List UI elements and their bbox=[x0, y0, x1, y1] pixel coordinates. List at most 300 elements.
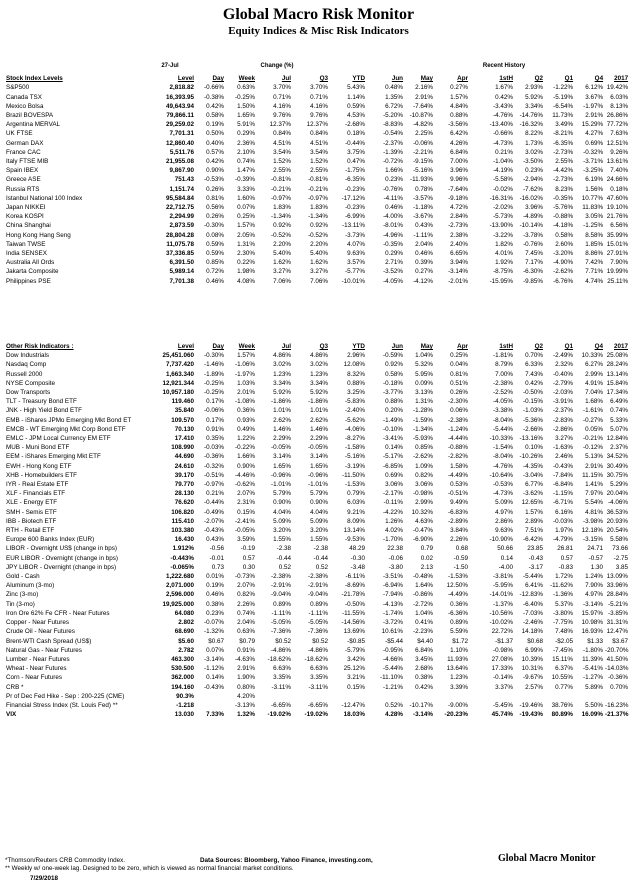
cell-value: 6.27% bbox=[585, 361, 603, 369]
cell-value: -3.81% bbox=[493, 573, 513, 581]
cell-value: 12.08% bbox=[343, 361, 365, 369]
cell-value: 4.08% bbox=[237, 277, 255, 285]
cell-value: -0.59% bbox=[383, 352, 403, 360]
cell-value: -0.35% bbox=[383, 240, 404, 248]
cell-value: -0.14% bbox=[493, 674, 513, 682]
cell-value: 0.46% bbox=[206, 591, 224, 599]
cell-value: 10.39% bbox=[521, 655, 543, 663]
cell-value: -3.13% bbox=[235, 701, 255, 709]
cell-value: 48.29 bbox=[349, 545, 365, 553]
cell-value: -1.01% bbox=[308, 481, 328, 489]
cell-value: 21.76% bbox=[606, 213, 629, 221]
cell-value: 0.15% bbox=[347, 683, 365, 691]
table-row bbox=[5, 221, 629, 230]
cell-value: -1.53% bbox=[448, 573, 468, 581]
cell-value: 2.96% bbox=[347, 352, 365, 360]
cell-value: -2.73% bbox=[448, 222, 469, 230]
cell-value: -10.17% bbox=[409, 701, 433, 709]
cell-value: -0.38% bbox=[204, 93, 224, 101]
cell-value: 0.85% bbox=[415, 444, 433, 452]
cell-value: -1.01% bbox=[271, 481, 291, 489]
cell-value: 0.42% bbox=[525, 379, 543, 387]
table-row bbox=[5, 526, 629, 535]
table-row bbox=[5, 618, 629, 627]
cell-value: -0.43 bbox=[528, 554, 543, 562]
cell-value: 4.97% bbox=[495, 508, 513, 516]
cell-value: 1.92% bbox=[495, 259, 514, 267]
row-label: EUR LIBOR - Overnight (change in bps) bbox=[6, 554, 118, 562]
cell-value: 6.41% bbox=[525, 582, 543, 590]
cell-value: 11,075.78 bbox=[166, 240, 194, 248]
cell-value: -1.28% bbox=[413, 407, 433, 415]
cell-value: 3.20% bbox=[273, 527, 291, 535]
cell-value: -0.53% bbox=[493, 481, 513, 489]
cell-value: -5.77% bbox=[345, 268, 366, 276]
cell-value: 5.92% bbox=[273, 389, 291, 397]
cell-value: -2.17% bbox=[383, 490, 403, 498]
cell-value: 1.03% bbox=[237, 379, 255, 387]
row-label: Mexico Bolsa bbox=[6, 102, 44, 110]
cell-value: 0.74% bbox=[237, 609, 255, 617]
cell-value: 9.76% bbox=[273, 112, 291, 120]
cell-value: -0.02% bbox=[493, 185, 514, 193]
cell-value: 0.26% bbox=[206, 213, 224, 221]
cell-value: -5.45% bbox=[493, 701, 513, 709]
cell-value: 1.82% bbox=[495, 240, 514, 248]
cell-value: 0.91% bbox=[206, 425, 224, 433]
cell-value: -0.49% bbox=[204, 508, 224, 516]
cell-value: -0.97% bbox=[271, 194, 291, 202]
cell-value: 4.27% bbox=[585, 130, 604, 138]
cell-value: -8.69% bbox=[345, 582, 365, 590]
cell-value: -9.04% bbox=[308, 591, 328, 599]
column-header: Q3 bbox=[319, 343, 328, 350]
cell-value: -1.75% bbox=[345, 167, 366, 175]
cell-value: 2.05% bbox=[237, 231, 255, 239]
cell-value: 2.91% bbox=[585, 112, 604, 120]
cell-value: 68.690 bbox=[174, 628, 194, 636]
cell-value: -12.83% bbox=[519, 591, 543, 599]
cell-value: -0.22% bbox=[235, 444, 255, 452]
cell-value: 16.09% bbox=[581, 711, 603, 719]
cell-value: -6.99% bbox=[345, 213, 366, 221]
row-label: Nasdaq Comp bbox=[6, 361, 47, 369]
cell-value: -0.03% bbox=[204, 444, 224, 452]
row-label: MUB - Muni Bond ETF bbox=[6, 444, 70, 452]
cell-value: 2.37% bbox=[610, 444, 628, 452]
cell-value: -0.15% bbox=[523, 398, 543, 406]
cell-value: -0.12% bbox=[583, 444, 603, 452]
cell-value: -2.73% bbox=[553, 176, 574, 184]
cell-value: 2.93% bbox=[525, 84, 544, 92]
column-header: Day bbox=[212, 75, 224, 83]
table-row bbox=[5, 93, 629, 102]
column-header: 2017 bbox=[613, 343, 628, 350]
cell-value: 0.14 bbox=[500, 554, 513, 562]
cell-value: -3.11% bbox=[271, 683, 291, 691]
cell-value: 12.47% bbox=[606, 628, 628, 636]
cell-value: 4.51% bbox=[273, 139, 291, 147]
cell-value: -0.83 bbox=[558, 563, 573, 571]
table-row bbox=[5, 240, 629, 249]
cell-value: 119.460 bbox=[171, 398, 194, 406]
row-label: Zinc (3-mo) bbox=[6, 591, 39, 599]
cell-value: 5.09% bbox=[310, 517, 328, 525]
cell-value: 0.38% bbox=[415, 674, 433, 682]
cell-value: 5.50% bbox=[585, 701, 603, 709]
cell-value: 3.67% bbox=[585, 93, 604, 101]
cell-value: 7.48% bbox=[555, 628, 573, 636]
cell-value: 3.02% bbox=[273, 361, 291, 369]
cell-value: 0.92% bbox=[385, 361, 403, 369]
cell-value: -11.50% bbox=[342, 471, 365, 479]
cell-value: 11.15% bbox=[582, 471, 603, 479]
cell-value: 3.94% bbox=[450, 259, 469, 267]
cell-value: -2.86% bbox=[553, 425, 573, 433]
cell-value: 3.85 bbox=[615, 563, 628, 571]
cell-value: 6.84% bbox=[415, 646, 433, 654]
cell-value: -6.76% bbox=[553, 277, 574, 285]
cell-value: -4.06% bbox=[345, 425, 365, 433]
cell-value: 5.89% bbox=[585, 683, 603, 691]
cell-value: -0.97% bbox=[204, 481, 224, 489]
row-label: Wheat - Near Futures bbox=[6, 665, 67, 673]
cell-value: -2.38% bbox=[493, 379, 513, 387]
cell-value: 0.90% bbox=[237, 462, 255, 470]
cell-value: 3.75% bbox=[347, 148, 366, 156]
cell-value: 18.03% bbox=[343, 711, 365, 719]
cell-value: -0.76% bbox=[383, 185, 404, 193]
cell-value: 0.90% bbox=[310, 499, 328, 507]
cell-value: -5.21% bbox=[608, 600, 628, 608]
cell-value: 2.13 bbox=[420, 563, 433, 571]
cell-value: -3.17 bbox=[528, 563, 543, 571]
cell-value: 1.57% bbox=[237, 222, 255, 230]
cell-value: 1.65% bbox=[310, 462, 328, 470]
cell-value: 2.32% bbox=[555, 361, 573, 369]
cell-value: -10.02% bbox=[489, 619, 513, 627]
cell-value: 2,294.99 bbox=[169, 213, 194, 221]
cell-value: 24.610 bbox=[174, 462, 194, 470]
cell-value: -1.27% bbox=[583, 674, 603, 682]
cell-value: -8.04% bbox=[493, 453, 513, 461]
cell-value: -0.25% bbox=[235, 93, 255, 101]
cell-value: 7,701.38 bbox=[169, 277, 194, 285]
cell-value: 2,873.59 bbox=[169, 222, 194, 230]
cell-value: 2.29% bbox=[273, 435, 291, 443]
cell-value: 20.04% bbox=[606, 490, 628, 498]
cell-value: 12.18% bbox=[581, 527, 603, 535]
cell-value: 0.89% bbox=[450, 619, 468, 627]
cell-value: 2,818.82 bbox=[169, 84, 194, 92]
cell-value: 1.65% bbox=[237, 112, 255, 120]
cell-value: 9.63% bbox=[347, 250, 366, 258]
cell-value: -10.14% bbox=[519, 222, 544, 230]
cell-value: 13.61% bbox=[606, 158, 629, 166]
history-group-label: Recent History bbox=[482, 63, 526, 69]
cell-value bbox=[604, 692, 629, 701]
cell-value: 1.50% bbox=[237, 102, 255, 110]
cell-value: -0.51% bbox=[204, 471, 224, 479]
table-row bbox=[5, 416, 629, 425]
cell-value: $0.67 bbox=[208, 637, 224, 645]
cell-value: 3.34% bbox=[310, 379, 328, 387]
column-header: Q4 bbox=[594, 343, 603, 350]
cell-value: -3.22% bbox=[493, 231, 514, 239]
row-label: EEM - iShares Emerging Mkt ETF bbox=[6, 453, 101, 461]
cell-value: -0.07% bbox=[204, 619, 224, 627]
cell-value: 0.78% bbox=[415, 185, 434, 193]
cell-value: 7.63% bbox=[610, 130, 629, 138]
cell-value: -0.21% bbox=[583, 435, 603, 443]
change-group-label: Change (%) bbox=[260, 63, 294, 69]
cell-value: 1.90% bbox=[237, 674, 255, 682]
table-row bbox=[5, 148, 629, 157]
cell-value: 2.57% bbox=[525, 683, 543, 691]
cell-value: 0.88% bbox=[385, 398, 403, 406]
cell-value: 15.97% bbox=[581, 609, 603, 617]
cell-value: 0.51% bbox=[450, 379, 468, 387]
cell-value: 16.430 bbox=[174, 536, 194, 544]
cell-value: -1.21% bbox=[383, 683, 403, 691]
cell-value: -1.12% bbox=[204, 665, 224, 673]
cell-value: -4.66% bbox=[383, 655, 403, 663]
cell-value: 7.04% bbox=[585, 389, 603, 397]
cell-value: 2.68% bbox=[415, 665, 433, 673]
cell-value: -4.49% bbox=[448, 471, 468, 479]
cell-value: 27.91% bbox=[606, 250, 629, 258]
cell-value: 0.58% bbox=[206, 112, 224, 120]
table-row bbox=[5, 425, 629, 434]
cell-value: -6.40% bbox=[523, 600, 543, 608]
cell-value: 7.90% bbox=[610, 259, 629, 267]
cell-value: -4.82% bbox=[413, 121, 434, 129]
cell-value: 1.26% bbox=[385, 517, 403, 525]
cell-value: -0.44 bbox=[276, 554, 291, 562]
table-row bbox=[5, 194, 629, 203]
cell-value: -7.64% bbox=[448, 185, 469, 193]
column-header: Jun bbox=[391, 75, 404, 83]
column-header: Jul bbox=[281, 75, 291, 83]
cell-value: -2.94% bbox=[523, 176, 544, 184]
cell-value: -1.80% bbox=[583, 646, 603, 654]
table-row bbox=[5, 590, 629, 599]
cell-value: 3.25% bbox=[347, 389, 365, 397]
column-header: Jun bbox=[391, 343, 403, 350]
cell-value: 1.60% bbox=[237, 194, 255, 202]
cell-value: -3.91% bbox=[553, 398, 573, 406]
cell-value: -2.82% bbox=[448, 453, 468, 461]
cell-value: -0.03% bbox=[553, 517, 573, 525]
cell-value: -11.10% bbox=[380, 674, 403, 682]
table-row bbox=[5, 379, 629, 388]
cell-value: 79.770 bbox=[174, 481, 194, 489]
cell-value: $5.60 bbox=[178, 637, 194, 645]
cell-value: 1.24% bbox=[585, 573, 603, 581]
cell-value: -16.32% bbox=[519, 121, 544, 129]
cell-value: 0.92% bbox=[310, 222, 329, 230]
row-label: Corn - Near Futures bbox=[6, 674, 62, 682]
table-row bbox=[5, 508, 629, 517]
cell-value: 2.04% bbox=[237, 619, 255, 627]
cell-value: 6.72% bbox=[385, 102, 404, 110]
cell-value: -1.11% bbox=[271, 609, 291, 617]
data-sources: Data Sources: Bloomberg, Yahoo Finance, investing.com, bbox=[200, 857, 373, 864]
row-label: Dow Industrials bbox=[6, 352, 50, 360]
cell-value: -0.96% bbox=[271, 471, 291, 479]
table-row bbox=[5, 102, 629, 111]
cell-value: 1.01% bbox=[310, 407, 328, 415]
cell-value: -0.44 bbox=[313, 554, 328, 562]
cell-value: 0.52 bbox=[278, 563, 291, 571]
cell-value: -2.89% bbox=[448, 517, 468, 525]
cell-value: -2.38% bbox=[308, 573, 328, 581]
cell-value: -13.11% bbox=[342, 222, 366, 230]
table-row bbox=[5, 277, 629, 286]
cell-value: 0.57 bbox=[242, 554, 255, 562]
cell-value: -5.73% bbox=[493, 213, 514, 221]
cell-value: 6.19% bbox=[585, 176, 604, 184]
table-row bbox=[5, 166, 629, 175]
cell-value: 0.91% bbox=[237, 646, 255, 654]
cell-value: 13.030 bbox=[174, 711, 194, 719]
cell-value: 3.49% bbox=[555, 121, 574, 129]
table-row bbox=[5, 581, 629, 590]
cell-value: -10.56% bbox=[489, 609, 513, 617]
cell-value: -4.12% bbox=[413, 277, 434, 285]
cell-value: -3.04% bbox=[523, 471, 543, 479]
cell-value: -2.38% bbox=[271, 573, 291, 581]
cell-value: 17.410 bbox=[174, 435, 194, 443]
cell-value bbox=[404, 692, 434, 701]
cell-value: 5.95% bbox=[415, 370, 433, 378]
cell-value: 1.35% bbox=[385, 93, 404, 101]
cell-value: 11.83% bbox=[582, 204, 604, 212]
cell-value: 5.07% bbox=[610, 425, 628, 433]
cell-value: -1.15% bbox=[553, 490, 573, 498]
cell-value: -2.72% bbox=[413, 600, 433, 608]
cell-value: -4.35% bbox=[523, 462, 543, 470]
cell-value: 3.35% bbox=[310, 674, 328, 682]
row-label: Korea KOSPI bbox=[6, 213, 44, 221]
cell-value: -4.42% bbox=[553, 167, 574, 175]
cell-value: -8.01% bbox=[383, 222, 404, 230]
cell-value: -9.18% bbox=[448, 194, 469, 202]
cell-value: 4.04% bbox=[273, 508, 291, 516]
cell-value: 7.71% bbox=[585, 268, 604, 276]
cell-value: -16.31% bbox=[489, 194, 514, 202]
cell-value: -9.15% bbox=[413, 158, 434, 166]
row-label: Japan NIKKEI bbox=[6, 204, 46, 212]
cell-value: 1.68% bbox=[585, 398, 603, 406]
cell-value: 1.58% bbox=[450, 462, 468, 470]
cell-value: 3.06% bbox=[385, 481, 403, 489]
cell-value: -18.62% bbox=[267, 655, 291, 663]
cell-value: -0.44% bbox=[204, 499, 224, 507]
cell-value: 36.53% bbox=[606, 508, 628, 516]
column-header: 1stH bbox=[499, 343, 513, 350]
table-row bbox=[5, 517, 629, 526]
cell-value: 0.42% bbox=[415, 683, 433, 691]
column-header: Q4 bbox=[594, 75, 604, 83]
cell-value: 4.97% bbox=[585, 591, 603, 599]
table-row bbox=[5, 572, 629, 581]
cell-value: -0.27% bbox=[583, 416, 603, 424]
cell-value: -5.58% bbox=[493, 176, 514, 184]
cell-value: -3.80% bbox=[553, 609, 573, 617]
table-row bbox=[5, 480, 629, 489]
cell-value: 0.30 bbox=[242, 563, 255, 571]
cell-value: -1.11% bbox=[413, 231, 434, 239]
cell-value: 0.57 bbox=[560, 554, 573, 562]
cell-value: -16.23% bbox=[605, 701, 629, 709]
cell-value: 5.54% bbox=[585, 499, 603, 507]
cell-value: 14.18% bbox=[521, 628, 543, 636]
cell-value: -0.62% bbox=[235, 481, 255, 489]
cell-value: -0.73% bbox=[235, 573, 255, 581]
cell-value: -3.19% bbox=[345, 462, 365, 470]
table-row bbox=[5, 129, 629, 138]
cell-value: -2.37% bbox=[553, 407, 573, 415]
cell-value: 0.46% bbox=[415, 250, 434, 258]
cell-value: -5.93% bbox=[413, 435, 433, 443]
table-row bbox=[5, 554, 629, 563]
cell-value: 0.35% bbox=[206, 435, 224, 443]
cell-value: 3.70% bbox=[310, 84, 329, 92]
cell-value: 0.84% bbox=[273, 130, 291, 138]
cell-value: $0.68 bbox=[527, 637, 543, 645]
cell-value: -0.05% bbox=[235, 527, 255, 535]
cell-value: 0.71% bbox=[310, 93, 329, 101]
cell-value: 2.89% bbox=[525, 517, 543, 525]
table-row bbox=[5, 609, 629, 618]
cell-value: 0.69% bbox=[585, 139, 604, 147]
cell-value: -5.19% bbox=[553, 93, 574, 101]
row-label: RTH - Retail ETF bbox=[6, 527, 55, 535]
table-row bbox=[5, 627, 629, 636]
cell-value: -6.35% bbox=[345, 176, 366, 184]
cell-value: 4.81% bbox=[585, 508, 603, 516]
cell-value: 1.52% bbox=[310, 158, 329, 166]
cell-value: 22.38 bbox=[387, 545, 403, 553]
cell-value: -1.03% bbox=[523, 407, 543, 415]
cell-value: -1.18% bbox=[413, 204, 434, 212]
cell-value: -10.01% bbox=[341, 277, 366, 285]
cell-value: -3.15% bbox=[583, 536, 603, 544]
cell-value: -7.36% bbox=[271, 628, 291, 636]
section-title-stock-index: Stock Index Levels bbox=[6, 75, 63, 83]
cell-value: 12.65% bbox=[521, 499, 543, 507]
table-row bbox=[5, 406, 629, 415]
cell-value: 12.37% bbox=[306, 121, 329, 129]
cell-value: 1.30 bbox=[590, 563, 603, 571]
cell-value: 0.49% bbox=[237, 425, 255, 433]
cell-value: 0.82% bbox=[415, 471, 433, 479]
row-label: Gold - Cash bbox=[6, 573, 40, 581]
cell-value: 0.70% bbox=[525, 352, 543, 360]
cell-value: 1.01% bbox=[273, 407, 291, 415]
cell-value: -0.43% bbox=[204, 527, 224, 535]
cell-value: 28,804.28 bbox=[165, 231, 194, 239]
cell-value: -6.65% bbox=[308, 701, 328, 709]
row-label: LIBOR - Overnight US$ (change in bps) bbox=[6, 545, 117, 553]
cell-value: 0.27% bbox=[450, 84, 469, 92]
cell-value: 2.38% bbox=[450, 231, 469, 239]
cell-value: 0.25% bbox=[450, 352, 468, 360]
cell-value: 115.410 bbox=[171, 517, 194, 525]
cell-value: -0.05% bbox=[308, 444, 328, 452]
column-header: Apr bbox=[457, 343, 468, 350]
